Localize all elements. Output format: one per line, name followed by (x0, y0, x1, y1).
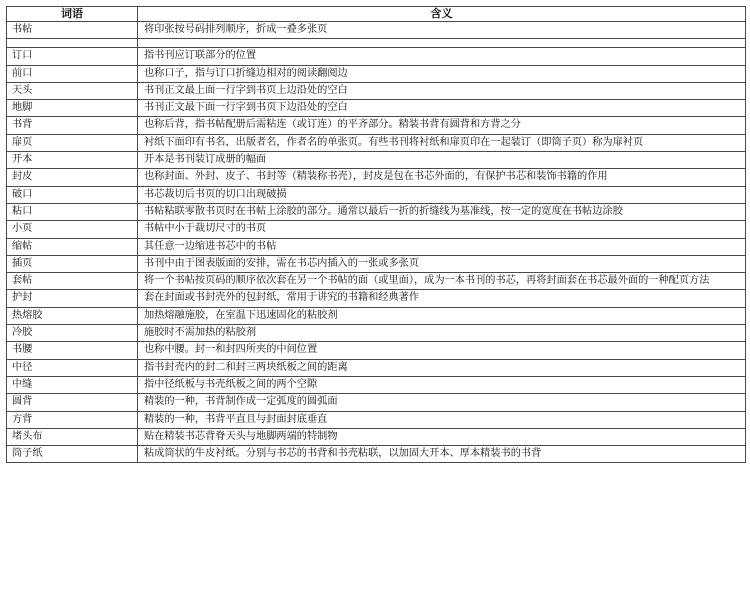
definition-cell: 书刊正文最下面一行字到书页下边沿处的空白 (138, 100, 746, 117)
table-row (7, 117, 746, 134)
definition-cell: 衬纸下面印有书名，出版者名，作者名的单张页。有些书刊将衬纸和扉页印在一起装订（即筒子页）称为扉衬页 (138, 134, 746, 151)
term-cell: 中径 (7, 359, 138, 376)
definition-cell: 加热熔融施胶，在室温下迅速固化的粘胶剂 (138, 307, 746, 324)
term-cell: 冷胶 (7, 325, 138, 342)
table-row (7, 307, 746, 324)
definition-cell: 开本是书刊装订成册的幅面 (138, 152, 746, 169)
term-cell: 堵头布 (7, 428, 138, 445)
term-cell: 圆背 (7, 394, 138, 411)
table-row (7, 411, 746, 428)
definition-cell: 也称封面、外封、皮子、书封等（精装称书壳），封皮是包在书芯外面的，有保护书芯和装饰书籍的作用 (138, 169, 746, 186)
definition-cell: 施胶时不需加热的粘胶剂 (138, 325, 746, 342)
term-cell: 插页 (7, 255, 138, 272)
term-cell: 套帖 (7, 273, 138, 290)
definition-cell: 书刊中由于图表版面的安排，需在书芯内插入的一张或多张页 (138, 255, 746, 272)
definition-cell: 精装的一种，书背制作成一定弧度的圆弧面 (138, 394, 746, 411)
table-row (7, 100, 746, 117)
table-row (7, 203, 746, 220)
definition-cell: 精装的一种，书背平直且与封面封底垂直 (138, 411, 746, 428)
separator-cell (138, 39, 746, 48)
term-column-header: 词语 (7, 7, 138, 22)
table-row (7, 290, 746, 307)
term-cell: 书腰 (7, 342, 138, 359)
term-cell: 小页 (7, 221, 138, 238)
table-row (7, 22, 746, 39)
definition-cell: 将一个书帖按页码的顺序依次套在另一个书帖的面（或里面），成为一本书刊的书芯，再将封面套在书芯最外面的一种配页方法 (138, 273, 746, 290)
term-cell: 封皮 (7, 169, 138, 186)
term-cell: 地脚 (7, 100, 138, 117)
term-cell: 热熔胶 (7, 307, 138, 324)
definition-cell: 也称中腰。封一和封四所夹的中间位置 (138, 342, 746, 359)
definition-cell: 也称后背，指书帖配册后需粘连（或订连）的平齐部分。精装书背有圆背和方背之分 (138, 117, 746, 134)
table-row (7, 221, 746, 238)
term-cell: 书背 (7, 117, 138, 134)
term-cell: 扉页 (7, 134, 138, 151)
table-row (7, 255, 746, 272)
table-row (7, 428, 746, 445)
definition-cell: 指书封壳内的封二和封三两块纸板之间的距离 (138, 359, 746, 376)
term-cell: 粘口 (7, 203, 138, 220)
table-row (7, 152, 746, 169)
table-row (7, 186, 746, 203)
table-row (7, 325, 746, 342)
table-row (7, 238, 746, 255)
table-row (7, 82, 746, 99)
definition-cell: 指书刊应订联部分的位置 (138, 48, 746, 65)
table-row (7, 446, 746, 463)
table-row (7, 169, 746, 186)
table-row (7, 134, 746, 151)
term-cell: 中缝 (7, 376, 138, 393)
definition-cell: 书帖粘联零散书页时在书帖上涂胶的部分。通常以最后一折的折缝线为基准线，按一定的宽度在书帖边涂胶 (138, 203, 746, 220)
definition-cell: 也称口子，指与订口折缝边相对的阅读翻阅边 (138, 65, 746, 82)
header-row (7, 7, 746, 22)
table-row (7, 48, 746, 65)
term-cell: 筒子纸 (7, 446, 138, 463)
term-cell: 订口 (7, 48, 138, 65)
term-cell: 破口 (7, 186, 138, 203)
table-row (7, 376, 746, 393)
definition-cell: 贴在精装书芯背脊天头与地脚两端的特制物 (138, 428, 746, 445)
glossary-table (6, 6, 746, 463)
term-cell: 前口 (7, 65, 138, 82)
definition-cell: 指中径纸板与书壳纸板之间的两个空隙 (138, 376, 746, 393)
table-row (7, 273, 746, 290)
term-cell: 开本 (7, 152, 138, 169)
separator-cell (7, 39, 138, 48)
term-cell: 书帖 (7, 22, 138, 39)
table-row (7, 342, 746, 359)
table-row (7, 359, 746, 376)
definition-cell: 书芯裁切后书页的切口出现破损 (138, 186, 746, 203)
definition-cell: 粘成筒状的牛皮衬纸。分别与书芯的书背和书壳粘联，以加固大开本、厚本精装书的书背 (138, 446, 746, 463)
definition-cell: 书帖中小于裁切尺寸的书页 (138, 221, 746, 238)
definition-cell: 其任意一边缩进书芯中的书帖 (138, 238, 746, 255)
term-cell: 方背 (7, 411, 138, 428)
term-cell: 天头 (7, 82, 138, 99)
term-cell: 护封 (7, 290, 138, 307)
row-separator (7, 39, 746, 48)
definition-cell: 套在封面或书封壳外的包封纸，常用于讲究的书籍和经典著作 (138, 290, 746, 307)
term-cell: 缩帖 (7, 238, 138, 255)
definition-cell: 书刊正文最上面一行字到书页上边沿处的空白 (138, 82, 746, 99)
table-row (7, 65, 746, 82)
table-row (7, 394, 746, 411)
meaning-column-header: 含义 (138, 7, 746, 22)
definition-cell: 将印张按号码排列顺序，折成一叠多张页 (138, 22, 746, 39)
